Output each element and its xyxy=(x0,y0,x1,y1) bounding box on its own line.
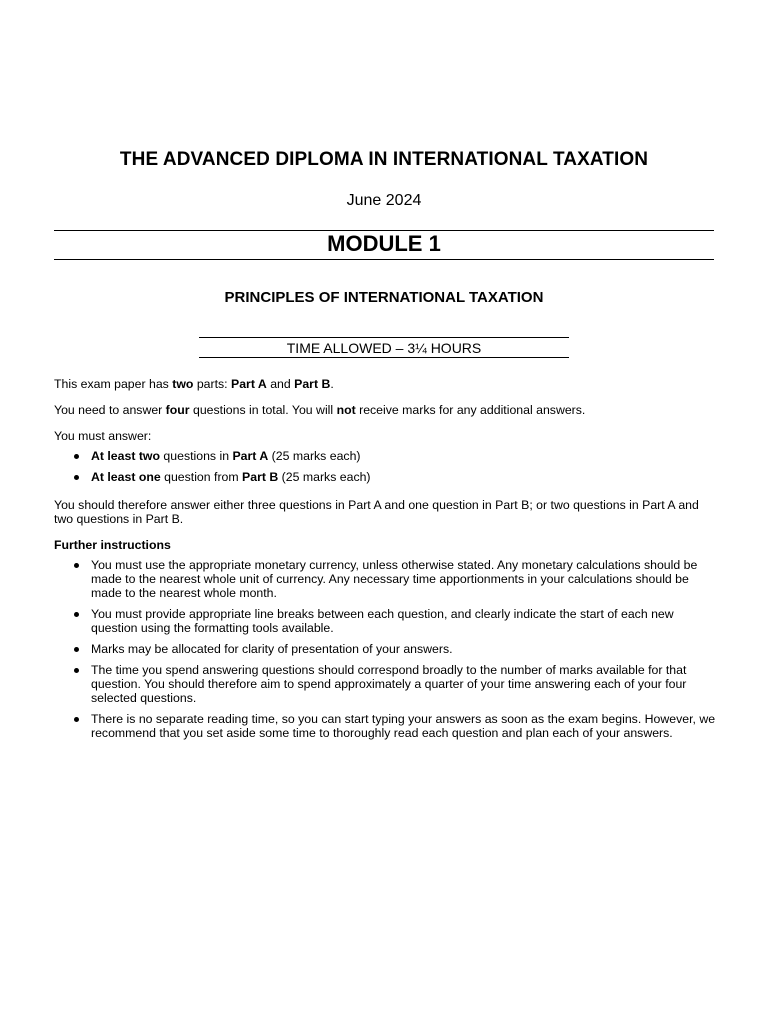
text-run: . xyxy=(330,377,334,391)
text-run-bold: At least one xyxy=(91,470,161,484)
text-run-bold: not xyxy=(336,403,356,417)
bullet-icon xyxy=(74,475,79,480)
list-item xyxy=(54,663,716,705)
bullet-icon xyxy=(74,668,79,673)
text-run-bold: At least two xyxy=(91,449,161,463)
further-instructions-list xyxy=(54,558,716,740)
bullet-icon xyxy=(74,612,79,617)
text-run: (25 marks each) xyxy=(268,449,361,463)
text-run-bold: Part B xyxy=(242,470,279,484)
must-answer-label: You must answer: xyxy=(54,429,152,443)
list-item xyxy=(54,607,716,635)
bullet-icon xyxy=(74,563,79,568)
bullet-icon xyxy=(74,647,79,652)
text-run-bold: four xyxy=(165,403,190,417)
parts-paragraph xyxy=(54,377,716,391)
text-run-bold: two xyxy=(172,377,194,391)
time-allowed: TIME ALLOWED – 3¼ HOURS xyxy=(286,340,482,356)
answer-requirements-list xyxy=(54,449,716,484)
module-heading: MODULE 1 xyxy=(327,231,441,256)
text-run: receive marks for any additional answers. xyxy=(355,403,586,417)
text-run-bold: Part A xyxy=(231,377,267,391)
text-run: parts: xyxy=(193,377,232,391)
text-run: This exam paper has xyxy=(54,377,173,391)
further-instructions-heading: Further instructions xyxy=(54,538,171,552)
list-item xyxy=(54,712,716,740)
list-item xyxy=(54,642,716,656)
text-run: You need to answer xyxy=(54,403,166,417)
text-run-bold: Part B xyxy=(294,377,331,391)
module-subtitle: PRINCIPLES OF INTERNATIONAL TAXATION xyxy=(224,289,544,306)
list-item-text: You must provide appropriate line breaks between each question, and clearly indicate the start of each new question using the formatting tools available. xyxy=(91,607,674,635)
text-run: question from xyxy=(160,470,243,484)
list-item-text: Marks may be allocated for clarity of presentation of your answers. xyxy=(91,642,453,656)
module-bottom-rule xyxy=(54,259,714,260)
list-item xyxy=(54,470,716,484)
list-item-text: You must use the appropriate monetary currency, unless otherwise stated. Any monetary calculations should be made to the nearest whole unit of currency. Any necessary time apportionments in your calculations should be made to the nearest whole month. xyxy=(91,558,698,600)
text-run: questions in total. You will xyxy=(189,403,337,417)
exam-date: June 2024 xyxy=(346,192,422,209)
list-item xyxy=(54,449,716,463)
list-item xyxy=(54,558,716,600)
text-run-bold: Part A xyxy=(232,449,269,463)
document-title: THE ADVANCED DIPLOMA IN INTERNATIONAL TAXATION xyxy=(119,149,649,170)
time-bottom-rule xyxy=(199,357,569,358)
list-item-text: There is no separate reading time, so you can start typing your answers as soon as the exam begins. However, we recommend that you set aside some time to thoroughly read each question and plan each of your answers. xyxy=(91,712,716,740)
text-run: and xyxy=(266,377,295,391)
time-top-rule xyxy=(199,337,569,338)
bullet-icon xyxy=(74,717,79,722)
question-count-paragraph xyxy=(54,403,716,417)
bullet-icon xyxy=(74,454,79,459)
text-run: questions in xyxy=(160,449,233,463)
answer-combination-paragraph: You should therefore answer either three questions in Part A and one question in Part B; or two questions in Part A and two questions in Part B. xyxy=(54,498,699,526)
list-item-text: The time you spend answering questions should correspond broadly to the number of marks available for that question. You should therefore aim to spend approximately a quarter of your time answering each of your four selected questions. xyxy=(91,663,687,705)
text-run: (25 marks each) xyxy=(278,470,371,484)
